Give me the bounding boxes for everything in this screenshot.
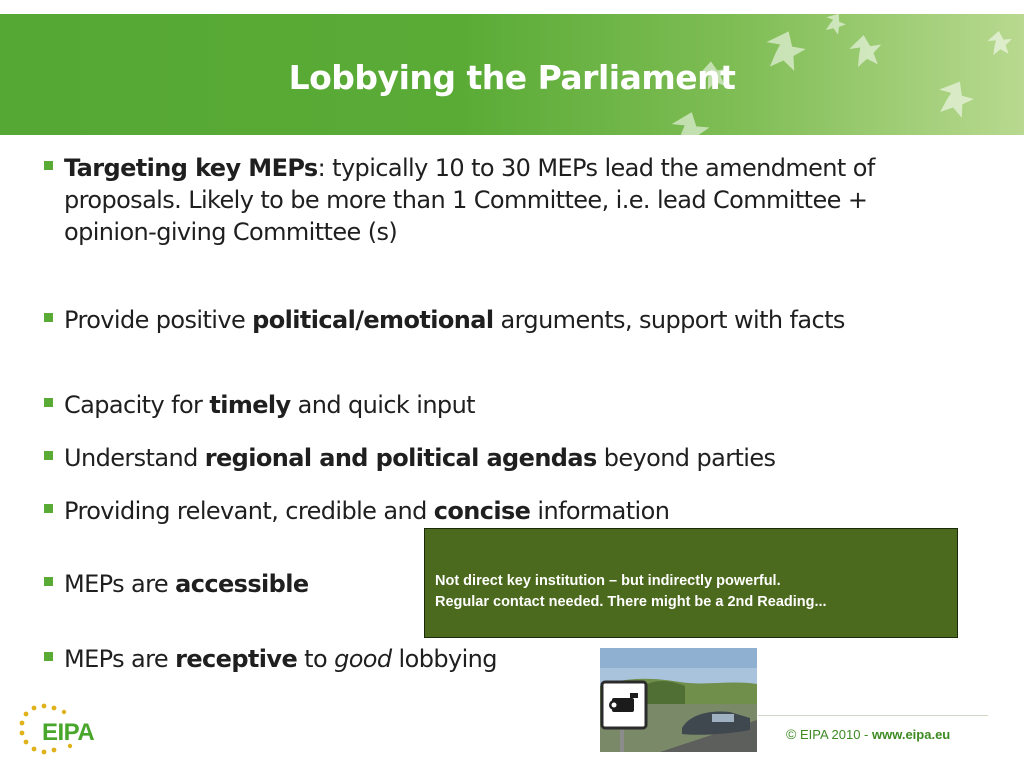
speed-camera-sign-icon [600,648,757,752]
bullet-text [64,389,914,421]
bullet-bold-text: regional and political agendas [204,444,597,472]
callout-text [435,571,951,613]
bullet-run-text: MEPs are [64,570,176,598]
bullet-text [64,442,914,474]
bullet-run-text: to [297,645,335,673]
bullet-bold-text: receptive [175,645,298,673]
bullet-square-icon [44,398,53,407]
bullet-text [64,495,914,527]
bullet-square-icon [44,652,53,661]
bullet-square-icon [44,504,53,513]
bullet-item [44,643,914,675]
bullet-run-text: Providing relevant, credible and [64,497,434,525]
bullet-run-text: and quick input [290,391,475,419]
bullet-text [64,643,914,675]
bullet-run-text: lobbying [391,645,497,673]
footer-text: EIPA 2010 - [799,727,872,742]
bullet-bold-text: Targeting key MEPs [64,154,318,182]
bullet-item [44,304,914,336]
bullet-square-icon [44,577,53,586]
slide-title: Lobbying the Parliament [288,58,736,97]
bullet-bold-text: political/emotional [252,306,494,334]
logo-text: EIPA [42,719,95,746]
copyright-icon: © [786,726,797,742]
bullet-text [64,304,864,336]
footer-divider [758,715,988,716]
bullet-square-icon [44,313,53,322]
bullet-run-text: Provide positive [64,306,253,334]
callout-box [424,528,958,638]
bullet-bold-text: timely [209,391,291,419]
footer-link[interactable]: www.eipa.eu [871,727,951,742]
bullet-item [44,389,914,421]
bullet-run-text: beyond parties [596,444,776,472]
bullet-text [64,152,914,248]
bullet-run-text: arguments, support with facts [493,306,845,334]
callout-line-1: Not direct key institution – but indirectly powerful. [435,573,781,589]
speed-camera-photo [600,648,757,752]
bullet-item [44,495,914,527]
bullet-square-icon [44,451,53,460]
bullet-run-text: Understand [64,444,205,472]
bullet-italic-text: good [334,645,392,673]
bullet-square-icon [44,161,53,170]
bullet-run-text: Capacity for [64,391,210,419]
bullet-bold-text: concise [433,497,531,525]
bullet-item [44,442,914,474]
bullet-item [44,152,914,248]
bullet-run-text: : typically 10 to 30 MEPs lead the amendment of proposals. Likely to be more than 1 Committee, i.e. lead Committee + opinion-giving Committee (s) [64,154,875,246]
bullet-bold-text: accessible [175,570,309,598]
bullet-run-text: information [530,497,670,525]
callout-line-2: Regular contact needed. There might be a 2nd Reading... [435,594,827,610]
footer [786,726,950,742]
bullet-run-text: MEPs are [64,645,176,673]
